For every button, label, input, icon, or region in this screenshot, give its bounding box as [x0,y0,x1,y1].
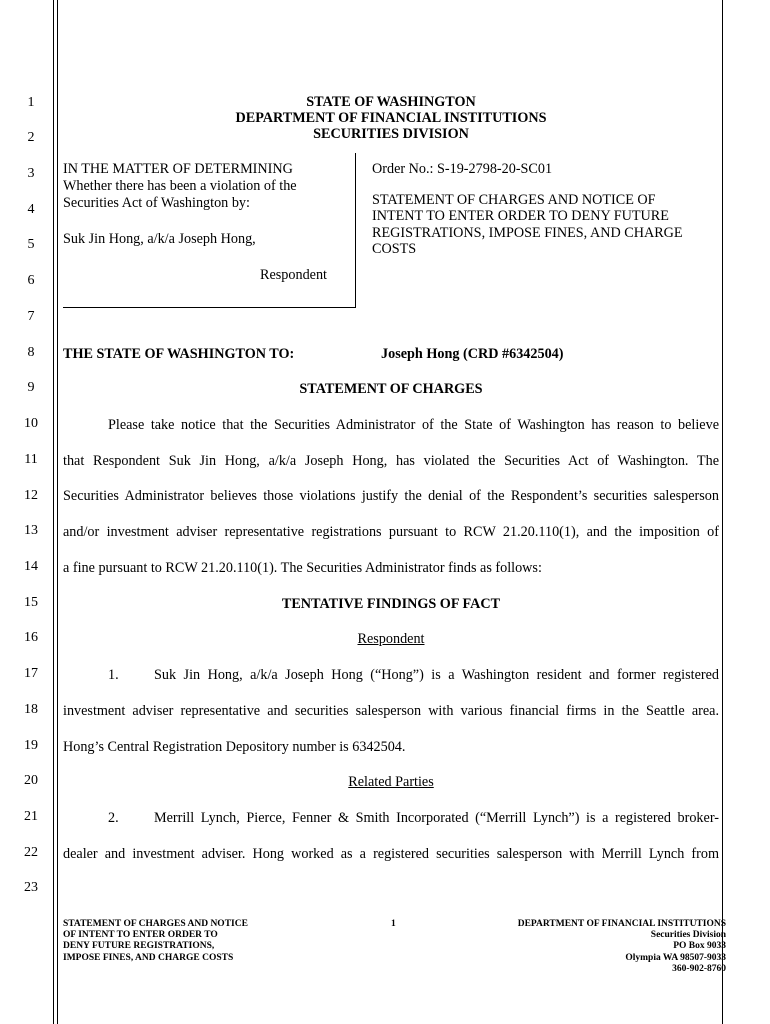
line-number: 22 [24,845,38,860]
footer-right-line: 360-902-8760 [672,964,726,974]
left-margin-rule-inner [57,0,58,1024]
paragraph-line: dealer and investment adviser. Hong worked as a registered securities salesperson with Merrill Lynch from [63,846,719,862]
right-margin-rule [722,0,723,1024]
line-number: 7 [27,309,35,324]
statement-of-charges-heading: STATEMENT OF CHARGES [299,381,483,397]
paragraph-line: a fine pursuant to RCW 21.20.110(1). The Securities Administrator finds as follows: [63,560,542,576]
line-number: 19 [24,738,38,753]
paragraph-line: Please take notice that the Securities Administrator of the State of Washington has reason to believe [108,417,719,433]
order-number: Order No.: S-19-2798-20-SC01 [372,161,553,177]
document-title-line: COSTS [372,241,417,257]
line-number: 10 [24,416,38,431]
line-number: 1 [27,95,35,110]
footer-left-line: STATEMENT OF CHARGES AND NOTICE [63,919,248,929]
left-margin-rule-outer [53,0,54,1024]
document-title-line: STATEMENT OF CHARGES AND NOTICE OF [372,192,656,208]
caption-matter-line: Whether there has been a violation of the [63,178,297,194]
header-state: STATE OF WASHINGTON [306,94,476,110]
line-number: 5 [27,237,35,252]
paragraph-line: Merrill Lynch, Pierce, Fenner & Smith Incorporated (“Merrill Lynch”) is a registered broker- [154,810,719,826]
line-number: 20 [24,773,38,788]
line-number: 12 [24,488,38,503]
line-number: 16 [24,630,38,645]
line-number: 23 [24,880,38,895]
paragraph-line: Securities Administrator believes those violations justify the denial of the Respondent’s securities salesperson [63,488,719,504]
addressee-name: Joseph Hong (CRD #6342504) [381,346,564,362]
footer-left-line: IMPOSE FINES, AND CHARGE COSTS [63,953,234,963]
document-title-line: INTENT TO ENTER ORDER TO DENY FUTURE [372,208,669,224]
respondent-subheading: Respondent [357,631,425,647]
footer-left-line: OF INTENT TO ENTER ORDER TO [63,930,218,940]
footer-right-line: PO Box 9033 [673,941,726,951]
line-number: 2 [27,130,35,145]
related-parties-subheading: Related Parties [348,774,434,790]
document-title-line: REGISTRATIONS, IMPOSE FINES, AND CHARGE [372,225,683,241]
line-number: 18 [24,702,38,717]
caption-party: Suk Jin Hong, a/k/a Joseph Hong, [63,231,256,247]
paragraph-line: that Respondent Suk Jin Hong, a/k/a Joseph Hong, has violated the Securities Act of Washington. The [63,453,719,469]
line-number: 15 [24,595,38,610]
line-number: 3 [27,166,35,181]
line-number: 11 [24,452,38,467]
paragraph-line: Suk Jin Hong, a/k/a Joseph Hong (“Hong”) is a Washington resident and former registered [154,667,719,683]
line-number: 21 [24,809,38,824]
header-department: DEPARTMENT OF FINANCIAL INSTITUTIONS [235,110,547,126]
header-division: SECURITIES DIVISION [313,126,469,142]
paragraph-line: Hong’s Central Registration Depository number is 6342504. [63,739,406,755]
line-number: 13 [24,523,38,538]
paragraph-line: investment adviser representative and securities salesperson with various financial firms in the Seattle area. [63,703,719,719]
footer-right-line: Securities Division [650,930,726,940]
caption-matter-line: Securities Act of Washington by: [63,195,250,211]
page-number: 1 [391,919,396,929]
item-number: 1. [108,667,119,683]
caption-role: Respondent [260,267,327,283]
line-number: 14 [24,559,38,574]
line-number: 4 [27,202,35,217]
line-number: 9 [27,380,35,395]
footer-left-line: DENY FUTURE REGISTRATIONS, [63,941,215,951]
line-number: 6 [27,273,35,288]
footer-right-line: Olympia WA 98507-9033 [625,953,726,963]
caption-matter-line: IN THE MATTER OF DETERMINING [63,161,293,177]
line-number: 8 [27,345,35,360]
addressee-label: THE STATE OF WASHINGTON TO: [63,346,295,362]
paragraph-line: and/or investment adviser representative registrations pursuant to RCW 21.20.110(1), and the imposition of [63,524,719,540]
findings-heading: TENTATIVE FINDINGS OF FACT [281,596,501,612]
line-number: 17 [24,666,38,681]
item-number: 2. [108,810,119,826]
footer-right-line: DEPARTMENT OF FINANCIAL INSTITUTIONS [517,919,726,929]
